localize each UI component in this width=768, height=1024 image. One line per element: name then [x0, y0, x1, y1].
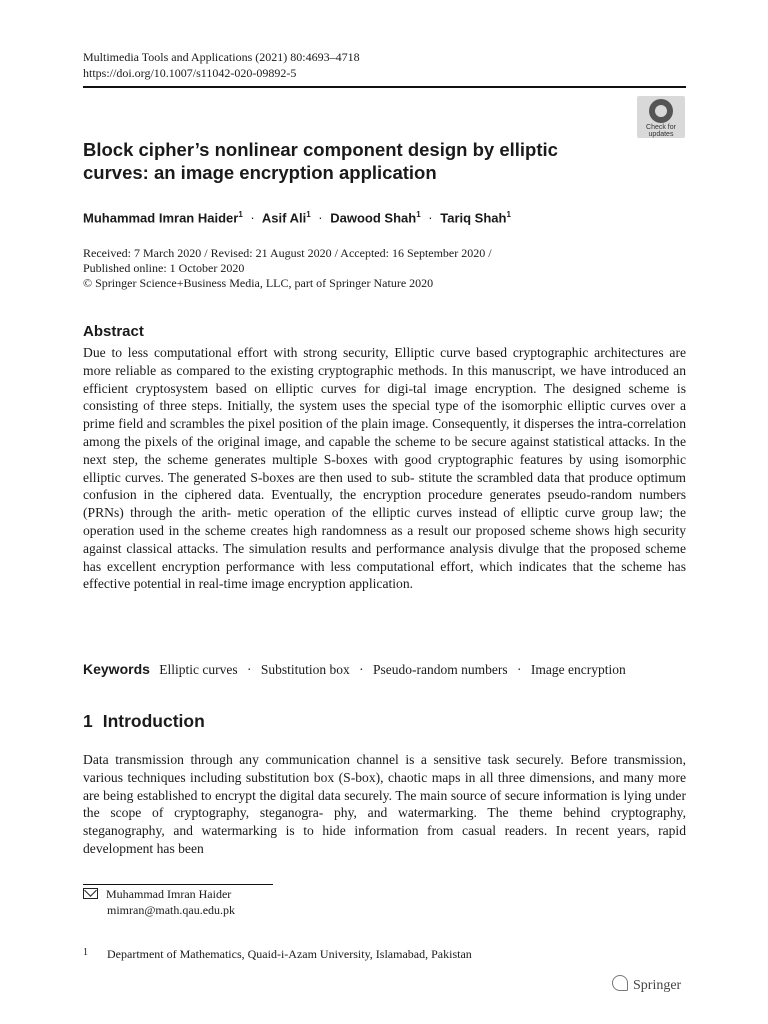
badge-label	[637, 124, 685, 138]
author-separator: ·	[318, 210, 323, 226]
journal-header	[83, 49, 360, 81]
affiliation-number: 1	[83, 947, 88, 958]
affiliation	[83, 945, 472, 962]
keyword: Pseudo-random numbers	[373, 662, 508, 677]
keywords	[83, 661, 626, 678]
dates-line: Published online: 1 October 2020	[83, 261, 245, 275]
section-number: 1	[83, 711, 93, 731]
dates-line: Received: 7 March 2020 / Revised: 21 August 2020 / Accepted: 16 September 2020 /	[83, 246, 492, 260]
abstract-text: Due to less computational effort with strong security, Elliptic curve based cryptographic architectures are more reliable as compared to the existing cryptographic methods. In this manuscript, we have introduced an efficient cryptosystem based on elliptic curves for digi-tal image encryption. The designed scheme is consisting of three steps. Initially, the system uses the special type of the isomorphic elliptic curves over a prime field and scrambles the pixel position of the plain image. Consequently, it disperses the intra-correlation among the pixels of the original image, and capable the scheme to be secure against statistical attacks. In the next step, the scheme generates multiple S-boxes with good cryptographic features by using isomorphic elliptic curves. The generated S-boxes are then used to sub- stitute the scrambled data that produce optimum confusion in the ciphered data. Eventually, the encryption procedure generates pseudo-random numbers (PRNs) through the arith- metic operation of the elliptic curves instead of elliptic curve group law; the operation used in the scheme creates high randomness as a result our proposed scheme shows high security against classical attacks. The simulation results and performance analysis divulge that the proposed scheme has excellent encryption performance with less computational effort, which indicates that the scheme has effective potential in real-time image encryption application.	[83, 345, 686, 592]
author-affiliation-mark: 1	[238, 210, 243, 219]
keyword-separator: ·	[247, 662, 252, 677]
corresponding-name: Muhammad Imran Haider	[106, 887, 232, 901]
footnote-rule	[83, 884, 273, 885]
badge-label-line2: updates	[648, 131, 674, 138]
author-name[interactable]: Asif Ali	[261, 210, 307, 226]
author-separator: ·	[250, 210, 255, 226]
keyword: Substitution box	[260, 662, 350, 677]
badge-label-line1: Check for	[646, 124, 676, 131]
abstract-heading: Abstract	[83, 323, 144, 340]
keyword: Elliptic curves	[159, 662, 238, 677]
introduction-text: Data transmission through any communication channel is a sensitive task securely. Before transmission, various techniques including substitution box (S-box), chaotic maps in all three dimensions, and many more are being established to encrypt the digital data securely. The main source of secure information is lying under the scope of cryptography, steganogra- phy, and watermarking. The theme behind cryptography, steganography, and watermarking is to hide information from casual readers. In recent years, rapid development has been	[83, 752, 686, 856]
section-title: Introduction	[102, 711, 205, 731]
author-list	[83, 207, 511, 226]
keyword-separator: ·	[359, 662, 364, 677]
introduction-heading	[83, 711, 205, 732]
check-for-updates-icon	[649, 99, 673, 123]
author-affiliation-mark: 1	[506, 210, 511, 219]
author-affiliation-mark: 1	[306, 210, 311, 219]
envelope-icon	[83, 888, 98, 899]
paper-title: Block cipher’s nonlinear component design by elliptic curves: an image encryption application	[83, 139, 558, 183]
keywords-heading: Keywords	[83, 661, 150, 677]
publication-dates	[83, 246, 683, 291]
author-name[interactable]: Muhammad Imran Haider	[83, 210, 239, 226]
header-rule	[83, 86, 686, 88]
copyright-line: © Springer Science+Business Media, LLC, part of Springer Nature 2020	[83, 276, 434, 290]
keyword: Image encryption	[530, 662, 626, 677]
journal-citation: Multimedia Tools and Applications (2021) 80:4693–4718	[83, 50, 360, 64]
check-for-updates-badge[interactable]	[637, 96, 685, 138]
doi-link[interactable]: https://doi.org/10.1007/s11042-020-09892-5	[83, 66, 297, 80]
publisher-logo	[612, 975, 681, 994]
author-affiliation-mark: 1	[416, 210, 421, 219]
springer-horse-icon	[612, 975, 628, 991]
keyword-separator: ·	[517, 662, 522, 677]
corresponding-email[interactable]: mimran@math.qau.edu.pk	[107, 903, 236, 917]
author-name[interactable]: Tariq Shah	[440, 210, 507, 226]
publisher-name: Springer	[633, 978, 682, 993]
corresponding-author	[83, 886, 235, 918]
affiliation-text: Department of Mathematics, Quaid-i-Azam University, Islamabad, Pakistan	[107, 947, 472, 961]
author-separator: ·	[428, 210, 433, 226]
author-name[interactable]: Dawood Shah	[330, 210, 417, 226]
